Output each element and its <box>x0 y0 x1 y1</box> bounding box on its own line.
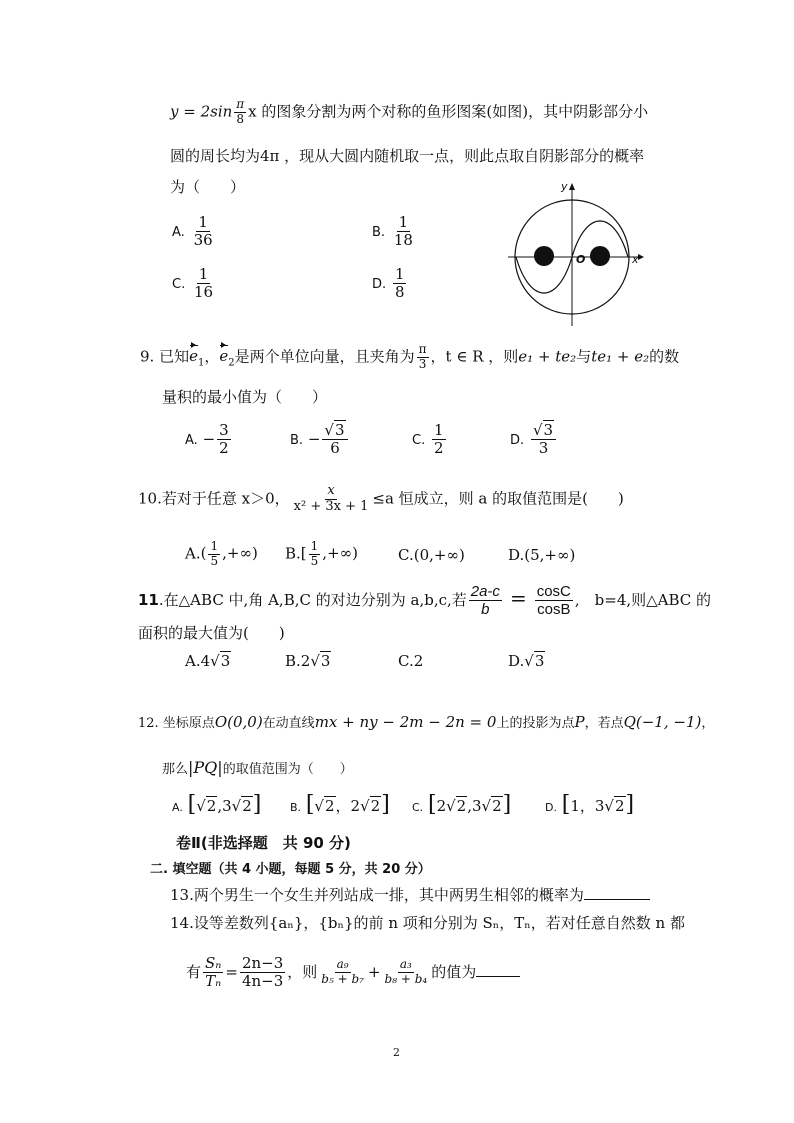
q12-option-c[interactable] <box>412 792 511 817</box>
q9-text-e: 与 <box>576 347 592 366</box>
q8-option-c-frac <box>192 266 215 302</box>
q8-d-den: 8 <box>394 283 405 302</box>
q10-b-value: [ $\frac{1}{5}$ ,+∞) <box>300 539 358 568</box>
q9-option-d[interactable] <box>510 422 558 458</box>
q10-frac <box>292 484 371 515</box>
q8-option-c[interactable] <box>172 266 217 302</box>
q14-f3-num: a₉ <box>336 957 349 972</box>
q9-d-value: $\frac{√3}{3}$ <box>529 430 558 448</box>
section2-subtitle: 二. 填空题（共 4 小题，每题 5 分，共 20 分） <box>150 862 431 877</box>
q9-b-letter: B. <box>290 432 304 448</box>
fig-y-label: y <box>561 180 568 193</box>
q12-text-b: 在动直线 <box>262 716 315 731</box>
q11-frac1-den: b <box>481 601 490 619</box>
q9-angle-frac <box>417 343 429 372</box>
q12-text-2a: 那么 <box>162 762 189 777</box>
q8-option-b[interactable] <box>372 214 417 250</box>
q11-option-b[interactable] <box>285 652 331 670</box>
q12-b-value: [√2，2√2] <box>305 792 390 817</box>
q9-option-b[interactable] <box>290 422 350 458</box>
q8-formula-fraction <box>234 98 246 127</box>
q12-option-d[interactable] <box>545 792 634 817</box>
q12-option-b[interactable] <box>290 792 390 817</box>
q14-answer-blank[interactable] <box>476 976 520 977</box>
e1-sub: 1 <box>197 357 205 369</box>
q11-option-c[interactable] <box>398 652 423 670</box>
q8-a-den: 36 <box>193 231 213 250</box>
q11-number: 11 <box>138 590 159 609</box>
q11-b-value: 2√3 <box>300 652 331 670</box>
q12-origin: O(0,0) <box>214 713 263 731</box>
q8-option-a-frac <box>192 214 215 250</box>
section2-title: 卷Ⅱ(非选择题 共 90 分) <box>176 834 351 852</box>
q12-d-value: [1，3√2] <box>561 792 635 817</box>
q10-option-a[interactable] <box>185 540 258 569</box>
q12-line1 <box>138 712 714 731</box>
q14-f1-den: Tₙ <box>205 972 222 991</box>
q14-text-a: 有 <box>186 962 202 981</box>
page-number: 2 <box>393 1046 400 1059</box>
q12-c-value: [2√2,3√2] <box>427 792 512 817</box>
q9-text-d: ，t ∈ R ，则 <box>430 347 519 366</box>
q11-c-value: 2 <box>413 652 424 670</box>
q11-option-a[interactable] <box>185 652 231 670</box>
q12-text-e: ， <box>701 716 715 731</box>
q11-eq: = <box>509 585 527 610</box>
q9-text-f: 的数 <box>649 347 680 366</box>
q8-line3: 为（ ） <box>170 178 246 196</box>
q9-expr2: te₁ + e₂ <box>591 347 650 366</box>
q9-expr1: e₁ + te₂ <box>518 347 577 366</box>
q11-frac2-num: cosC <box>536 583 571 600</box>
q9-line1 <box>140 343 679 372</box>
q8-c-den: 16 <box>194 283 214 302</box>
q11-a-value: 4√3 <box>200 652 231 670</box>
e1-letter: e <box>189 347 198 366</box>
q10-line <box>138 484 624 515</box>
q12-text-d: ，若点 <box>584 716 624 731</box>
q11-c-letter: C. <box>398 652 414 670</box>
q10-a-letter: A. <box>185 544 201 563</box>
q11-option-d[interactable] <box>508 652 545 670</box>
q9-c-letter: C. <box>412 432 426 448</box>
q10-prefix: 10.若对于任意 x＞0， <box>138 489 290 508</box>
q12-c-letter: C. <box>412 801 424 814</box>
q11-b-letter: B. <box>285 652 301 670</box>
vector-e2 <box>219 347 228 365</box>
q9-b-value: − $\frac{√3}{6}$ <box>308 430 350 448</box>
q14-f1-num: Sₙ <box>205 954 222 972</box>
q14-text-c: 的值为 <box>431 962 477 981</box>
q8-line2: 圆的周长均为4π ，现从大圆内随机取一点，则此点取自阴影部分的概率 <box>170 147 645 165</box>
q14-f3-den: b₅ + b₇ <box>321 972 364 987</box>
q10-frac-den: x² + 3x + 1 <box>293 498 369 514</box>
q9-text-c: 是两个单位向量，且夹角为 <box>234 347 415 366</box>
q9-comma: ， <box>204 347 220 366</box>
q12-text-c: 上的投影为点 <box>496 716 575 731</box>
q14-eq: = <box>225 962 238 981</box>
q11-text-a: .在△ABC 中,角 A,B,C 的对边分别为 a,b,c,若 <box>158 590 467 609</box>
q11-frac2 <box>535 583 573 619</box>
q10-option-d[interactable] <box>508 546 575 564</box>
q10-c-value: (0,+∞) <box>413 546 465 564</box>
q8-option-a[interactable] <box>172 214 217 250</box>
q8-line1-text: x 的图象分割为两个对称的鱼形图案(如图)，其中阴影部分小 <box>248 102 649 121</box>
q9-line2: 量积的最小值为（ ） <box>162 388 328 406</box>
q11-line1 <box>138 583 711 619</box>
q8-option-a-letter: A. <box>172 224 185 240</box>
q12-line-eq: mx + ny − 2m − 2n = 0 <box>314 713 497 731</box>
q13-answer-blank[interactable] <box>584 899 650 900</box>
q10-option-c[interactable] <box>398 546 465 564</box>
q9-option-a[interactable] <box>185 422 233 458</box>
q13-text: 13.两个男生一个女生并列站成一排，其中两男生相邻的概率为 <box>170 886 584 904</box>
e2-letter: e <box>219 347 229 366</box>
q8-option-d-letter: D. <box>372 276 387 292</box>
fig-x-label: x <box>632 253 639 266</box>
q11-a-letter: A. <box>185 652 201 670</box>
q12-text-2b: 的取值范围为（ ） <box>222 762 353 777</box>
q10-frac-num: x <box>327 483 335 498</box>
q14-frac1 <box>203 955 223 991</box>
q8-option-b-frac <box>392 214 415 250</box>
q14-text-b: ，则 <box>287 962 318 981</box>
e2-sub: 2 <box>228 357 235 369</box>
q12-text-a: 12. 坐标原点 <box>138 716 215 731</box>
q8-option-b-letter: B. <box>372 224 386 240</box>
q14-line2 <box>186 955 520 991</box>
q11-d-value: √3 <box>524 652 545 670</box>
q12-pq: |PQ| <box>188 758 223 777</box>
q14-line1: 14.设等差数列{aₙ}，{bₙ}的前 n 项和分别为 Sₙ，Tₙ，若对任意自然数 n 都 <box>170 914 685 932</box>
q10-option-b[interactable] <box>285 540 358 569</box>
q12-a-value: [√2,3√2] <box>187 792 262 817</box>
q8-c-num: 1 <box>198 265 209 283</box>
q8-line1 <box>170 98 648 127</box>
q11-frac2-den: cosB <box>537 601 571 619</box>
q13-line <box>170 884 650 905</box>
q11-line2: 面积的最大值为( ) <box>138 624 285 642</box>
q12-point-p: P <box>574 713 585 731</box>
q9-angle-num: π <box>418 342 427 356</box>
q8-frac-num: π <box>236 97 245 111</box>
q10-a-value: ( $\frac{1}{5}$ ,+∞) <box>200 539 258 568</box>
q11-d-letter: D. <box>508 652 525 670</box>
q12-d-letter: D. <box>545 801 557 814</box>
q10-suffix: ≤a 恒成立，则 a 的取值范围是( ) <box>372 489 624 508</box>
q10-d-letter: D. <box>508 546 525 564</box>
q8-d-num: 1 <box>394 265 405 283</box>
q11-frac1 <box>469 583 502 619</box>
shaded-circle-right <box>590 246 610 266</box>
q12-b-letter: B. <box>290 801 302 814</box>
y-axis-arrow <box>569 183 575 190</box>
q12-option-a[interactable] <box>172 792 261 817</box>
q14-frac4 <box>383 958 430 987</box>
q9-a-letter: A. <box>185 432 198 448</box>
q14-f4-num: a₃ <box>399 957 412 972</box>
q11-frac1-num: 2a-c <box>470 583 500 600</box>
q11-text-b: , b=4,则△ABC 的 <box>574 590 712 609</box>
q9-a-value: − $\frac{3}{2}$ <box>202 421 229 458</box>
q8-option-c-letter: C. <box>172 276 186 292</box>
q8-formula: y = 2sin <box>170 102 233 121</box>
q9-d-letter: D. <box>510 432 525 448</box>
q12-line2 <box>162 758 353 777</box>
q8-b-den: 18 <box>393 231 413 250</box>
q14-f2-num: 2n−3 <box>241 954 284 972</box>
q8-option-d[interactable] <box>372 266 408 302</box>
q12-a-letter: A. <box>172 801 183 814</box>
fig-origin-label: O <box>576 253 586 266</box>
q14-plus: + <box>367 962 381 981</box>
q8-a-num: 1 <box>198 213 208 231</box>
q9-lead: 9. 已知 <box>140 347 190 366</box>
q14-frac3 <box>319 958 366 987</box>
q8-option-d-frac <box>393 266 407 302</box>
q10-d-value: (5,+∞) <box>524 546 576 564</box>
q10-c-letter: C. <box>398 546 414 564</box>
q10-b-letter: B. <box>285 544 301 563</box>
q9-angle-den: 3 <box>418 356 427 371</box>
q12-point-q: Q(−1, −1) <box>623 713 702 731</box>
vector-e1 <box>189 347 198 365</box>
q14-f2-den: 4n−3 <box>241 972 284 991</box>
q8-b-num: 1 <box>398 213 409 231</box>
shaded-circle-left <box>534 246 554 266</box>
q14-f4-den: b₈ + b₄ <box>384 972 428 987</box>
q9-c-value: $\frac{1}{2}$ <box>434 421 444 458</box>
q9-option-c[interactable] <box>412 422 448 458</box>
q8-frac-den: 8 <box>236 111 245 126</box>
q14-frac2 <box>240 955 285 991</box>
